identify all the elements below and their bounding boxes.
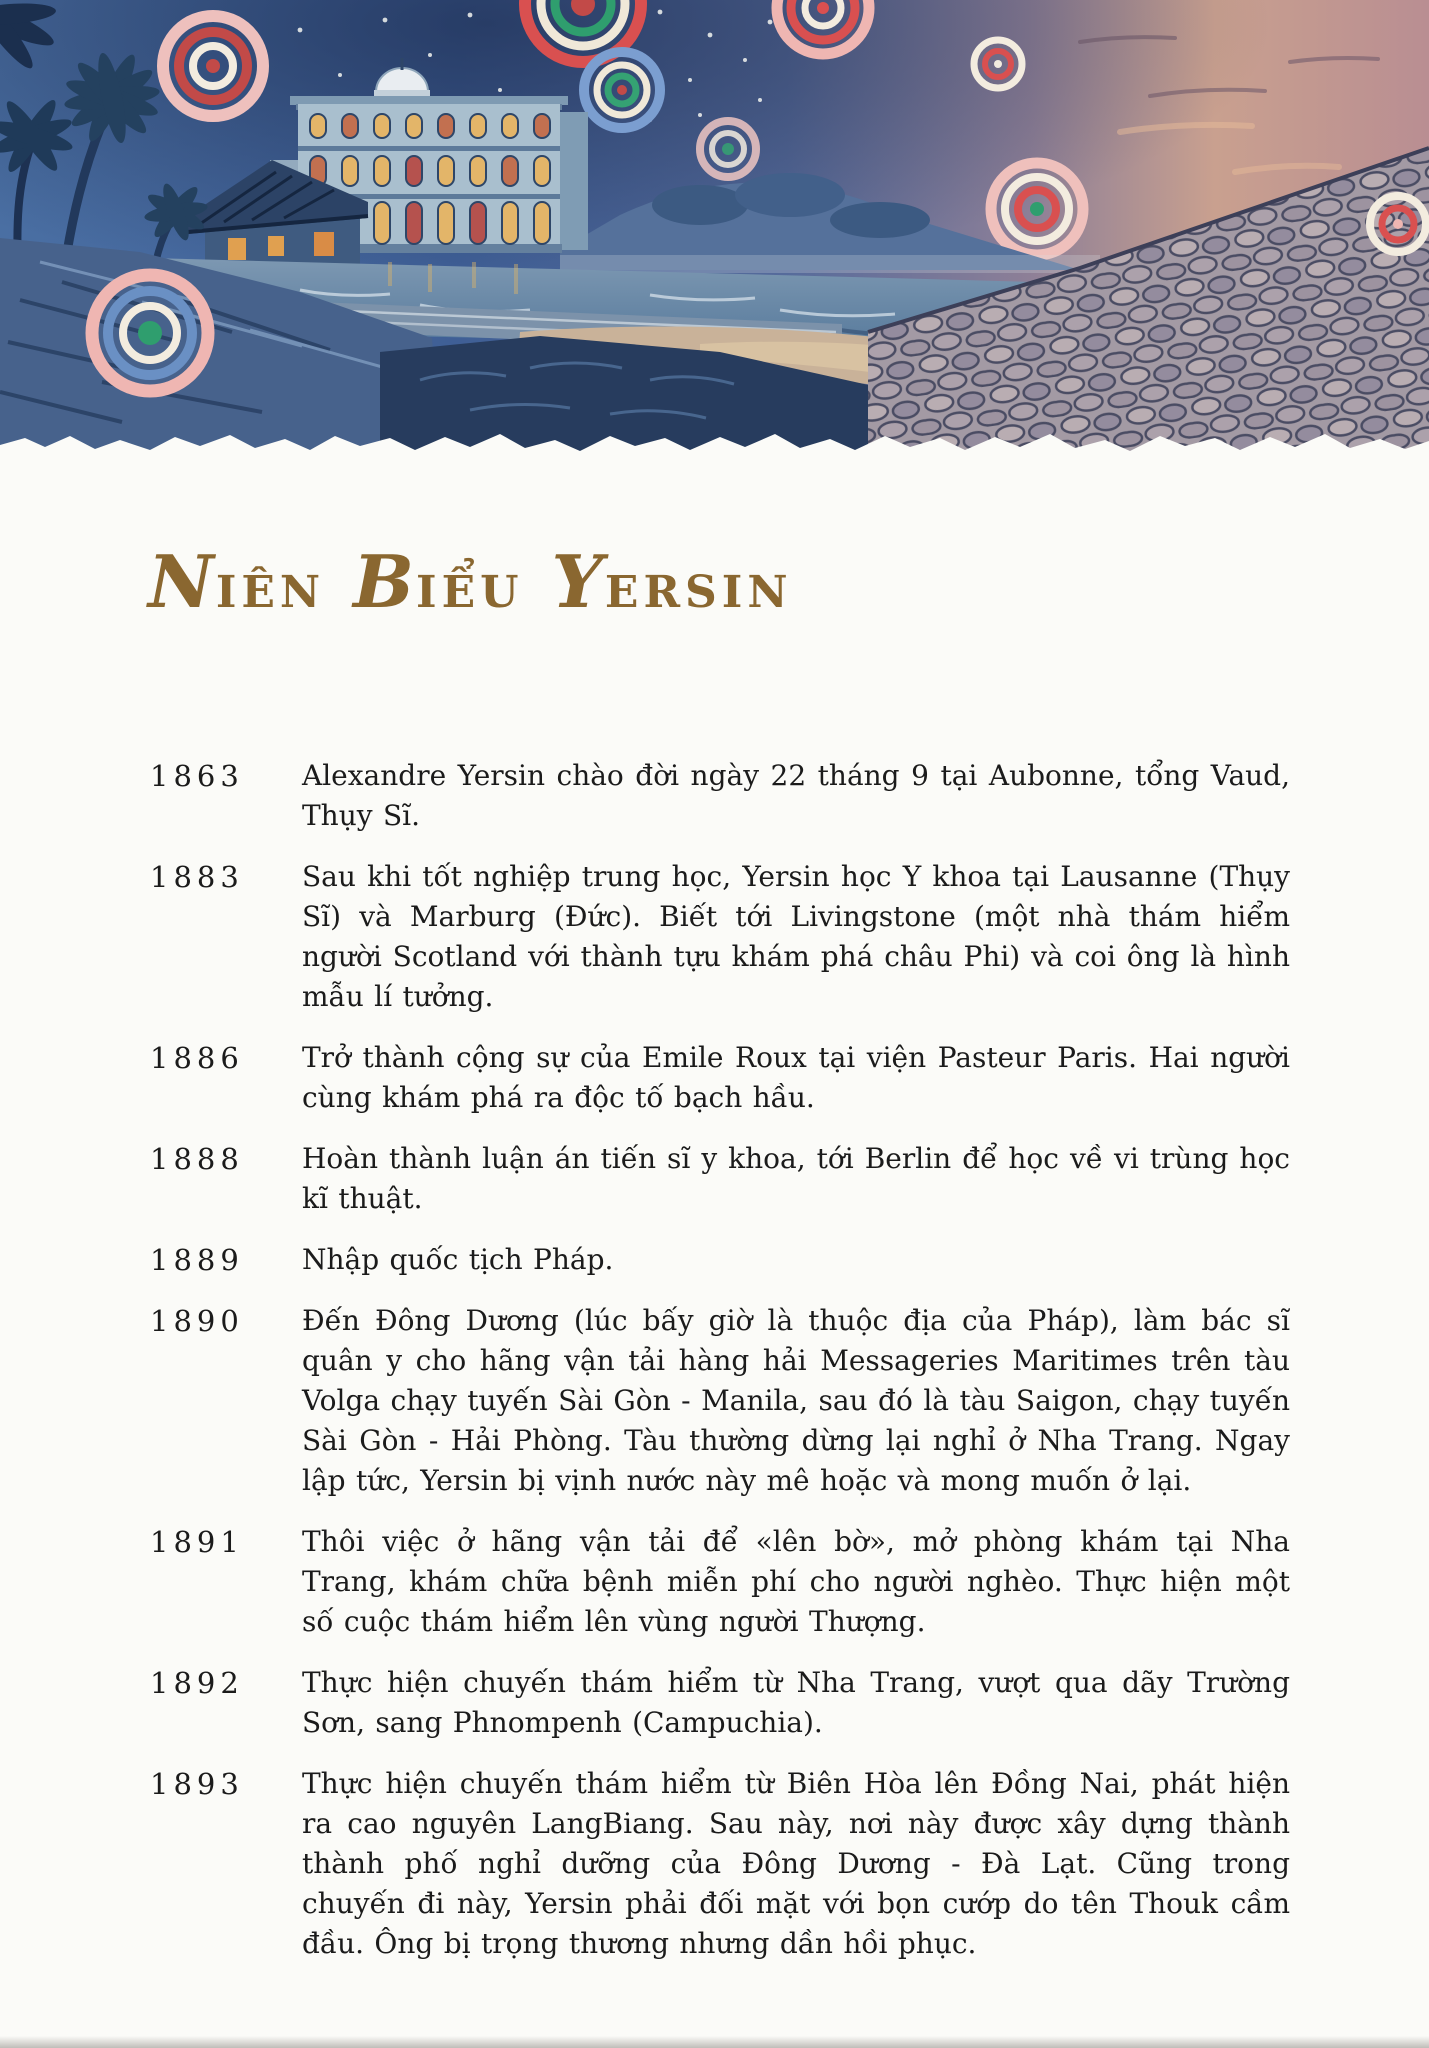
header-illustration — [0, 0, 1429, 470]
timeline-text: Thực hiện chuyến thám hiểm từ Biên Hòa lên Đồng Nai, phát hiện ra cao nguyên LangBiang. Sau này, nơi này được xây dựng thành thành phố nghỉ dưỡng của Đông Dương - Đà Lạt. Cũng trong chuyến đi này, Yersin phải đối mặt với bọn cướp do tên Thouk cầm đầu. Ông bị trọng thương nhưng dần hồi phục. — [302, 1767, 1290, 1960]
timeline-text: Đến Đông Dương (lúc bấy giờ là thuộc địa của Pháp), làm bác sĩ quân y cho hãng vận tải hàng hải Messageries Maritimes trên tàu Volga chạy tuyến Sài Gòn - Manila, sau đó là tàu Saigon, chạy tuyến Sài Gòn - Hải Phòng. Tàu thường dừng lại nghỉ ở Nha Trang. Ngay lập tức, Yersin bị vịnh nước này mê hoặc và mong muốn ở lại. — [302, 1304, 1290, 1497]
timeline-year: 1883 — [150, 860, 244, 894]
timeline-year: 1863 — [150, 759, 244, 793]
page-title-word: NIÊN — [148, 539, 326, 624]
page-title-word: YERSIN — [551, 539, 793, 624]
timeline-year: 1893 — [150, 1767, 244, 1801]
timeline-year: 1889 — [150, 1243, 244, 1277]
timeline-entry — [150, 756, 1290, 836]
timeline-entry — [150, 1038, 1290, 1118]
timeline-text: Thực hiện chuyến thám hiểm từ Nha Trang, vượt qua dãy Trường Sơn, sang Phnompenh (Campuchia). — [302, 1666, 1290, 1739]
timeline-entry — [150, 1663, 1290, 1743]
timeline-year: 1886 — [150, 1041, 244, 1075]
timeline-entry — [150, 857, 1290, 1017]
timeline-year: 1891 — [150, 1525, 244, 1559]
timeline-entry — [150, 1301, 1290, 1501]
timeline-text: Thôi việc ở hãng vận tải để «lên bờ», mở phòng khám tại Nha Trang, khám chữa bệnh miễn phí cho người nghèo. Thực hiện một số cuộc thám hiểm lên vùng người Thượng. — [302, 1525, 1290, 1638]
timeline-year: 1888 — [150, 1142, 244, 1176]
timeline — [150, 756, 1290, 1985]
page-bottom-edge — [0, 2036, 1429, 2048]
timeline-entry — [150, 1240, 1290, 1280]
page-title — [148, 539, 821, 624]
timeline-year: 1890 — [150, 1304, 244, 1338]
timeline-text: Alexandre Yersin chào đời ngày 22 tháng 9 tại Aubonne, tổng Vaud, Thụy Sĩ. — [302, 759, 1290, 832]
timeline-text: Nhập quốc tịch Pháp. — [302, 1243, 614, 1276]
timeline-year: 1892 — [150, 1666, 244, 1700]
timeline-entry — [150, 1139, 1290, 1219]
page-title-word: BIỂU — [353, 539, 524, 624]
timeline-entry — [150, 1764, 1290, 1964]
timeline-text: Sau khi tốt nghiệp trung học, Yersin học Y khoa tại Lausanne (Thụy Sĩ) và Marburg (Đức). Biết tới Livingstone (một nhà thám hiểm người Scotland với thành tựu khám phá châu Phi) và coi ông là hình mẫu lí tưởng. — [302, 860, 1290, 1013]
timeline-text: Hoàn thành luận án tiến sĩ y khoa, tới Berlin để học về vi trùng học kĩ thuật. — [302, 1142, 1290, 1215]
timeline-entry — [150, 1522, 1290, 1642]
timeline-text: Trở thành cộng sự của Emile Roux tại viện Pasteur Paris. Hai người cùng khám phá ra độc tố bạch hầu. — [302, 1041, 1290, 1114]
